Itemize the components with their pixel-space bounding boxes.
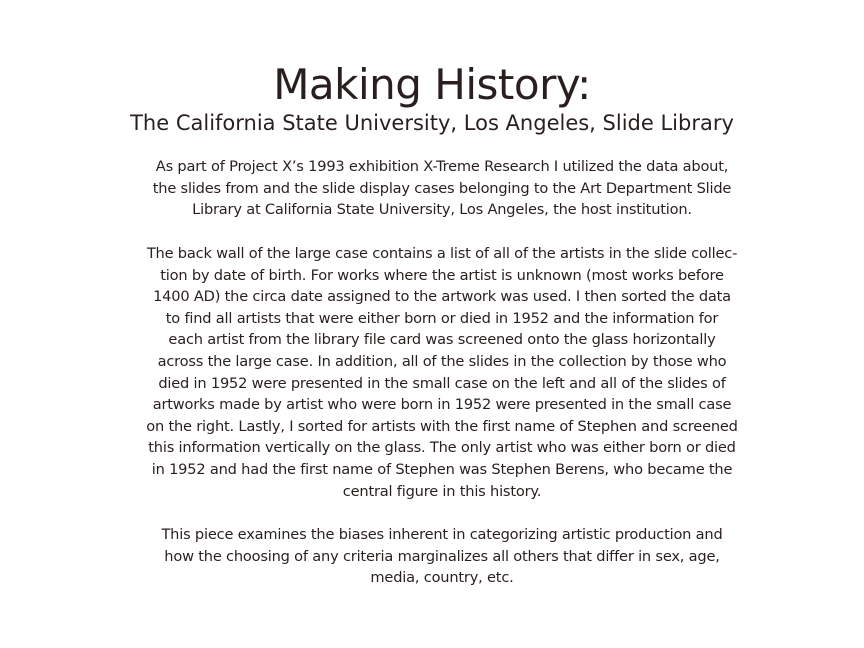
paragraph-line: this information vertically on the glass. The only artist who was either born or died: [148, 439, 736, 457]
paragraph-line: 1400 AD) the circa date assigned to the artwork was used. I then sorted the data: [153, 288, 731, 306]
paragraph-line: tion by date of birth. For works where the artist is unknown (most works before: [160, 266, 724, 284]
paragraph-line: in 1952 and had the first name of Stephen was Stephen Berens, who became the: [151, 460, 733, 478]
paragraph-line: to find all artists that were either born or died in 1952 and the information for: [165, 309, 719, 327]
paragraph-line: This piece examines the biases inherent in categorizing artistic production and: [161, 526, 723, 543]
paragraph-line: the slides from and the slide display cases belonging to the Art Department Slide: [152, 179, 732, 197]
paragraph-line: each artist from the library file card was screened onto the glass horizontally: [168, 331, 716, 349]
paragraph-line: As part of Project X’s 1993 exhibition X-Treme Research I utilized the data about,: [155, 158, 729, 175]
paragraph-line: died in 1952 were presented in the small case on the left and all of the slides of: [158, 374, 726, 392]
paragraph-line: how the choosing of any criteria marginalizes all others that differ in sex, age,: [164, 547, 720, 565]
page-title: Making History:: [273, 60, 591, 109]
paragraph-line: central figure in this history.: [342, 482, 542, 500]
paragraph-process: [136, 243, 748, 502]
paragraph-line: media, country, etc.: [370, 569, 514, 587]
paragraph-intro: [136, 156, 748, 221]
paragraph-line: artworks made by artist who were born in 1952 were presented in the small case: [152, 396, 732, 414]
paragraph-line: across the large case. In addition, all of the slides in the collection by those who: [157, 352, 727, 370]
paragraph-line: on the right. Lastly, I sorted for artists with the first name of Stephen and screened: [146, 417, 738, 435]
paragraph-line: The back wall of the large case contains a list of all of the artists in the slide collec-: [146, 245, 738, 262]
paragraph-line: Library at California State University, Los Angeles, the host institution.: [192, 201, 692, 219]
page-subtitle: The California State University, Los Angeles, Slide Library: [130, 111, 734, 135]
paragraph-conclusion: [136, 524, 748, 589]
